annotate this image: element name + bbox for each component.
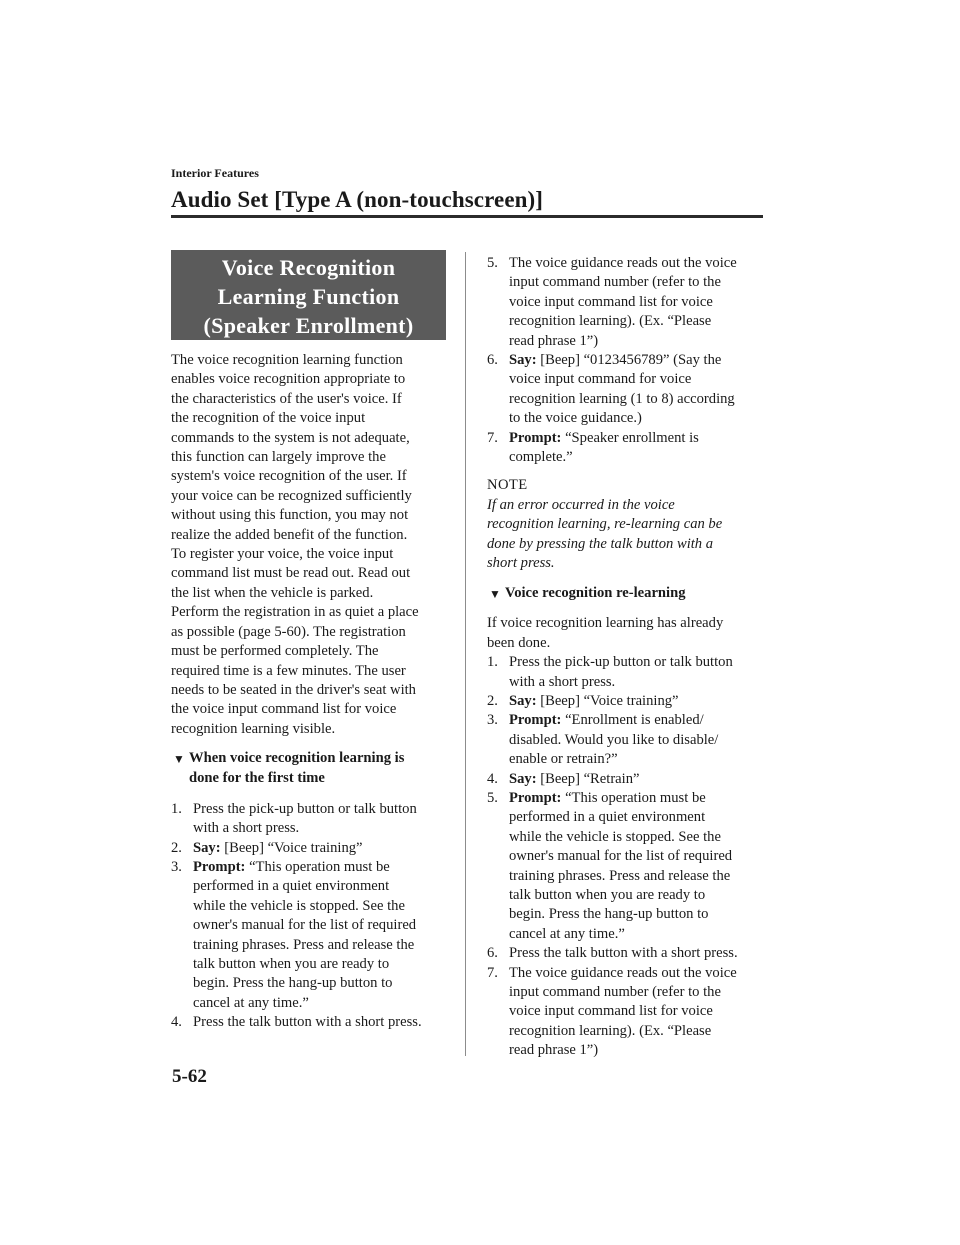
intro-line: To register your voice, the voice input — [171, 546, 394, 563]
section-title-line: Learning Function — [217, 284, 400, 309]
list-item — [487, 711, 765, 769]
intro-line: The voice recognition learning function — [171, 352, 403, 368]
step-text: performed in a quiet environment — [193, 878, 390, 895]
step-number: 6. — [487, 945, 498, 962]
section-title-box — [171, 250, 446, 340]
subheading-relearning — [487, 584, 765, 604]
column-divider — [465, 252, 466, 1056]
step-text: Press the pick-up button or talk button — [193, 800, 417, 817]
step-text: performed in a quiet environment — [509, 809, 706, 826]
intro-line: enables voice recognition appropriate to — [171, 371, 406, 388]
step-text: input command number (refer to the — [509, 984, 721, 1001]
step-text: Prompt: “Enrollment is enabled/ — [509, 712, 704, 729]
intro-line: your voice can be recognized sufficiently — [171, 487, 412, 504]
step-text: Say: [Beep] “Voice training” — [193, 839, 363, 856]
step-number: 4. — [171, 1014, 182, 1031]
step-text: owner's manual for the list of required — [193, 917, 417, 934]
step-text: begin. Press the hang-up button to — [509, 906, 709, 923]
note-line: If an error occurred in the voice — [487, 496, 675, 513]
step-text: Prompt: “Speaker enrollment is — [509, 429, 699, 446]
list-item — [171, 858, 446, 1013]
list-item — [171, 800, 446, 839]
page-title: Audio Set [Type A (non-touchscreen)] — [171, 187, 544, 212]
step-text: Press the talk button with a short press. — [509, 945, 738, 962]
intro-line: realize the added benefit of the function. — [171, 526, 408, 543]
note-line: done by pressing the talk button with a — [487, 535, 714, 552]
relearn-intro — [487, 614, 765, 653]
step-number: 7. — [487, 964, 498, 981]
step-number: 5. — [487, 255, 498, 271]
step-keyword: Prompt: — [509, 789, 566, 806]
step-keyword: Prompt: — [509, 712, 566, 729]
step-text: complete.” — [509, 449, 573, 466]
intro-line: the voice input command list for voice — [171, 701, 397, 718]
step-text: with a short press. — [193, 820, 300, 837]
relearn-intro-line: been done. — [487, 634, 551, 651]
step-number: 2. — [487, 692, 498, 709]
step-text: begin. Press the hang-up button to — [193, 975, 393, 992]
step-text: to the voice guidance.) — [509, 410, 642, 427]
note-text — [487, 496, 765, 574]
step-keyword: Prompt: — [193, 858, 250, 875]
step-text: training phrases. Press and release the — [193, 936, 415, 953]
subheading-line: Voice recognition re-learning — [505, 584, 686, 601]
list-item — [487, 254, 765, 351]
step-text: talk button when you are ready to — [193, 955, 390, 972]
step-text: Press the talk button with a short press. — [193, 1014, 422, 1031]
list-item — [487, 653, 765, 692]
intro-line: the recognition of the voice input — [171, 410, 366, 427]
intro-line: must be performed completely. The — [171, 643, 379, 660]
intro-line: commands to the system is not adequate, — [171, 429, 410, 446]
step-text: training phrases. Press and release the — [509, 867, 731, 884]
list-item — [487, 789, 765, 944]
subheading-line: done for the first time — [189, 769, 325, 786]
step-number: 6. — [487, 352, 498, 369]
intro-line: required time is a few minutes. The user — [171, 662, 406, 679]
step-text: Say: [Beep] “0123456789” (Say the — [509, 352, 722, 369]
step-keyword: Say: — [509, 352, 541, 369]
step-keyword: Say: — [509, 770, 541, 787]
header-rule — [171, 215, 763, 218]
step-text: Prompt: “This operation must be — [193, 858, 390, 875]
step-text: recognition learning). (Ex. “Please — [509, 313, 712, 330]
intro-line: this function can largely improve the — [171, 449, 386, 466]
step-text: talk button when you are ready to — [509, 886, 706, 903]
section-title-line: (Speaker Enrollment) — [203, 313, 414, 338]
step-keyword: Say: — [193, 839, 225, 856]
step-text: Prompt: “This operation must be — [509, 789, 706, 806]
relearn-intro-line: If voice recognition learning has already — [487, 615, 724, 632]
note-line: short press. — [487, 555, 555, 572]
first-time-steps-continued — [487, 254, 765, 467]
step-text: Say: [Beep] “Retrain” — [509, 770, 640, 787]
intro-line: recognition learning visible. — [171, 720, 336, 737]
triangle-icon: ▼ — [173, 752, 185, 767]
step-text: Press the pick-up button or talk button — [509, 654, 733, 671]
step-number: 5. — [487, 789, 498, 806]
intro-line: command list must be read out. Read out — [171, 565, 411, 582]
note-line: recognition learning, re-learning can be — [487, 516, 723, 533]
step-number: 1. — [487, 654, 498, 671]
step-text: The voice guidance reads out the voice — [509, 964, 737, 981]
step-number: 1. — [171, 800, 182, 817]
list-item — [171, 839, 446, 858]
section-name: Interior Features — [171, 166, 259, 180]
step-text: Say: [Beep] “Voice training” — [509, 692, 679, 709]
step-number: 3. — [171, 858, 182, 875]
step-text: read phrase 1”) — [509, 1042, 599, 1059]
intro-paragraph — [171, 351, 446, 739]
page-number: 5-62 — [172, 1066, 207, 1087]
step-text: read phrase 1”) — [509, 332, 599, 349]
intro-line: the list when the vehicle is parked. — [171, 584, 374, 601]
step-text: voice input command for voice — [509, 371, 692, 388]
step-text: while the vehicle is stopped. See the — [509, 828, 721, 845]
first-time-steps — [171, 800, 446, 1033]
list-item — [487, 351, 765, 429]
intro-line: needs to be seated in the driver's seat with — [171, 681, 416, 698]
step-number: 7. — [487, 429, 498, 446]
step-text: cancel at any time.” — [509, 925, 625, 942]
relearning-steps — [487, 653, 765, 1061]
section-title-line: Voice Recognition — [221, 255, 396, 280]
subheading-line: When voice recognition learning is — [189, 750, 405, 767]
step-number: 2. — [171, 839, 182, 856]
step-number: 4. — [487, 770, 498, 787]
step-text: voice input command list for voice — [509, 293, 713, 310]
step-text: cancel at any time.” — [193, 994, 309, 1011]
step-number: 3. — [487, 712, 498, 729]
intro-line: Perform the registration in as quiet a place — [171, 604, 419, 621]
step-text: with a short press. — [509, 673, 616, 690]
list-item — [487, 770, 765, 789]
list-item — [487, 944, 765, 963]
list-item — [171, 1013, 446, 1032]
step-text: recognition learning (1 to 8) according — [509, 390, 735, 407]
intro-line: without using this function, you may not — [171, 507, 409, 524]
list-item — [487, 429, 765, 468]
left-column — [171, 250, 446, 1033]
step-text: while the vehicle is stopped. See the — [193, 897, 405, 914]
page-header — [171, 166, 763, 214]
triangle-icon: ▼ — [489, 586, 501, 601]
right-column — [487, 254, 765, 1061]
step-text: enable or retrain?” — [509, 751, 618, 768]
step-text: input command number (refer to the — [509, 274, 721, 291]
intro-line: the characteristics of the user's voice. If — [171, 390, 402, 407]
step-keyword: Prompt: — [509, 429, 566, 446]
step-text: voice input command list for voice — [509, 1003, 713, 1020]
intro-line: system's voice recognition of the user. If — [171, 468, 407, 485]
list-item — [487, 964, 765, 1061]
step-text: The voice guidance reads out the voice — [509, 255, 737, 271]
step-text: disabled. Would you like to disable/ — [509, 731, 719, 748]
subheading-first-time — [171, 749, 446, 789]
intro-line: as possible (page 5-60). The registration — [171, 623, 406, 640]
note-label: NOTE — [487, 477, 528, 494]
step-text: recognition learning). (Ex. “Please — [509, 1022, 712, 1039]
step-keyword: Say: — [509, 692, 541, 709]
step-text: owner's manual for the list of required — [509, 848, 733, 865]
list-item — [487, 692, 765, 711]
